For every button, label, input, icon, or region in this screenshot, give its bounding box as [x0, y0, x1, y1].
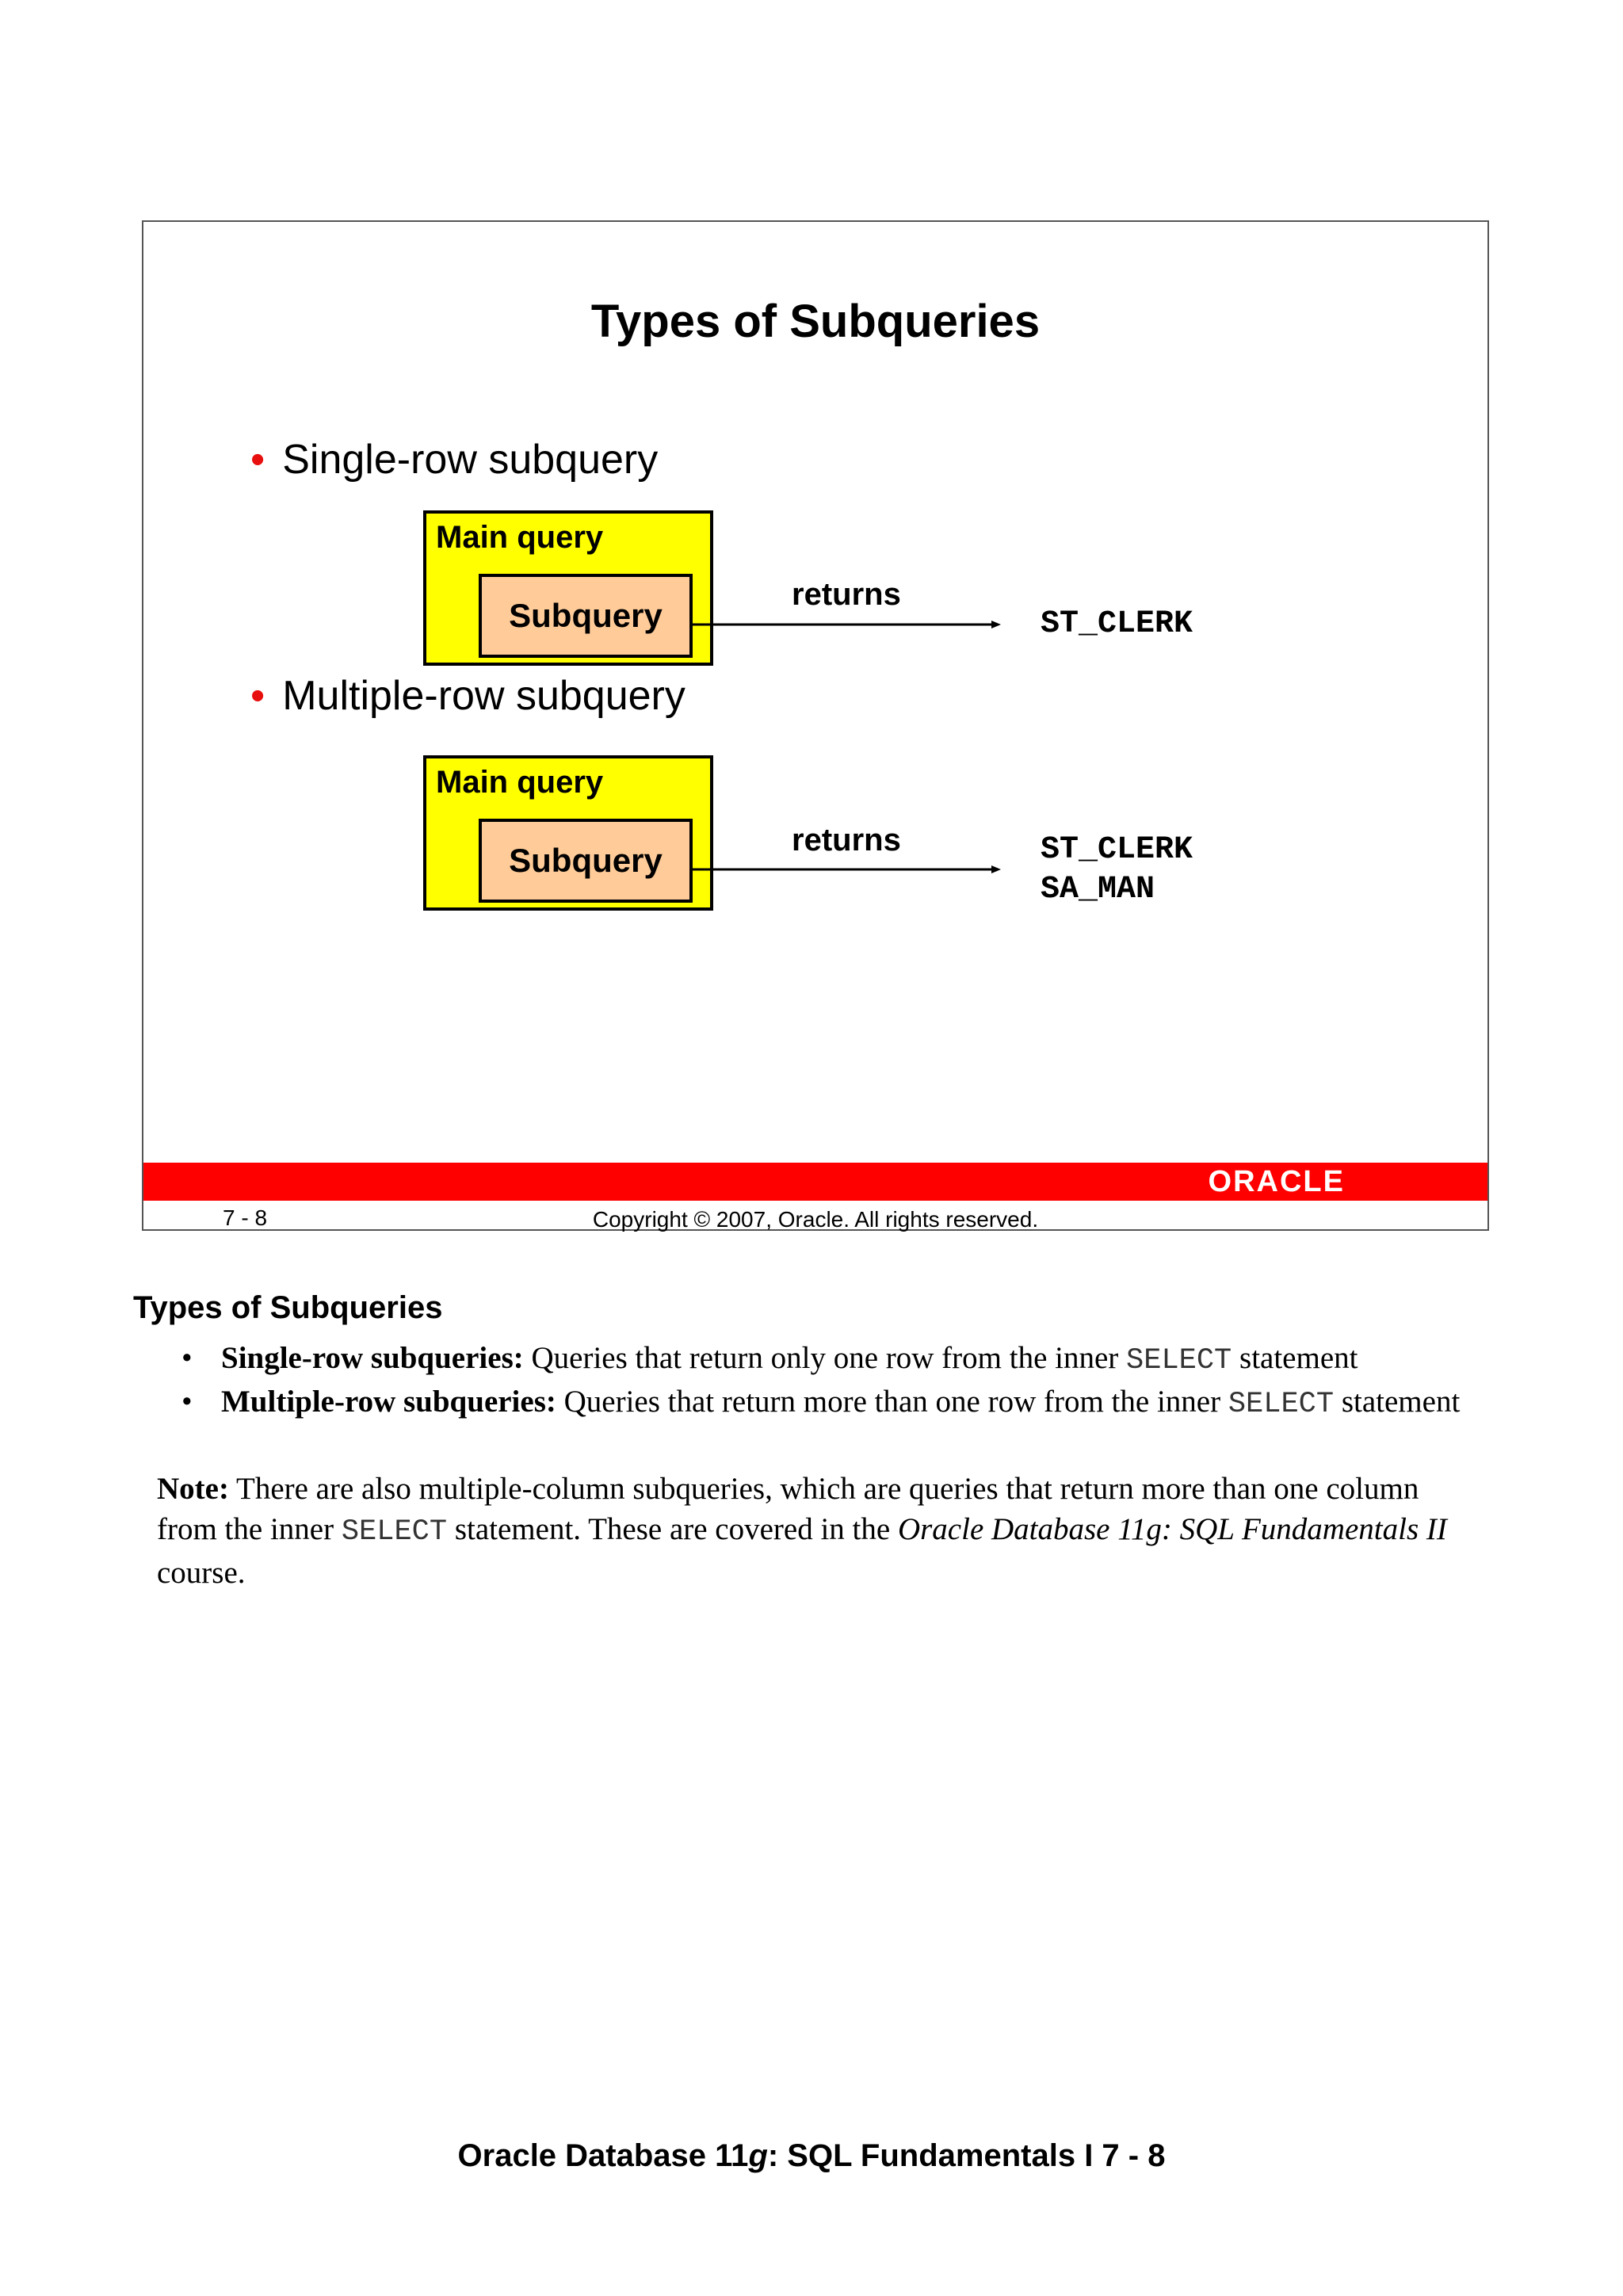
oracle-red-bar: [143, 1163, 1487, 1201]
returns-label-multiple: returns: [792, 823, 901, 858]
slide-title: Types of Subqueries: [590, 296, 1041, 347]
bullet-single-row: [250, 436, 658, 483]
note-label: Note:: [157, 1472, 229, 1506]
bullet-dot: •: [250, 437, 265, 483]
note-text: There are also multiple-column subqueries, which are queries that return more than one column from the inner: [157, 1472, 1419, 1546]
footer-suffix: : SQL Fundamentals I 7 - 8: [767, 2138, 1166, 2173]
copyright: Copyright © 2007, Oracle. All rights reserved.: [592, 1207, 1039, 1232]
notes-list: [181, 1338, 1481, 1425]
bullet-dot: •: [181, 1385, 193, 1419]
description-end: statement: [1232, 1341, 1358, 1375]
code-select: SELECT: [341, 1515, 448, 1549]
footer-prefix: Oracle Database 11: [457, 2138, 749, 2173]
bullet-multiple-row-label: Multiple-row subquery: [282, 673, 685, 719]
bullet-multiple-row: [250, 672, 685, 720]
subquery-label: Subquery: [509, 597, 663, 634]
returns-arrow-multiple: [690, 863, 1007, 876]
description: Queries that return more than one row from the inner: [556, 1385, 1228, 1419]
footer-g: g: [748, 2138, 768, 2173]
returns-label-single: returns: [792, 577, 901, 612]
list-item: [181, 1338, 1481, 1381]
term: Single-row subqueries:: [221, 1341, 524, 1375]
note-text: statement. These are covered in the: [447, 1512, 898, 1546]
subquery-label: Subquery: [509, 842, 663, 879]
subquery-box-single: [479, 574, 693, 658]
code-select: SELECT: [1126, 1344, 1232, 1377]
main-query-box-single: [423, 510, 713, 666]
bullet-dot: •: [250, 673, 265, 719]
main-query-label: Main query: [436, 765, 604, 800]
list-item: [181, 1381, 1481, 1425]
description-end: statement: [1334, 1385, 1461, 1419]
code-select: SELECT: [1228, 1388, 1335, 1421]
main-query-box-multiple: [423, 755, 713, 911]
description: Queries that return only one row from the inner: [523, 1341, 1127, 1375]
bullet-dot: •: [181, 1341, 193, 1375]
term: Multiple-row subqueries:: [221, 1385, 556, 1419]
slide-number: 7 - 8: [223, 1205, 268, 1230]
note-paragraph: [157, 1469, 1472, 1593]
result-single: [1041, 605, 1193, 644]
page-footer: [0, 2138, 1623, 2174]
subquery-box-multiple: [479, 819, 693, 903]
result-value: SA_MAN: [1041, 872, 1155, 907]
slide: [142, 220, 1489, 1231]
oracle-logo: ORACLE: [1208, 1165, 1345, 1198]
main-query-label: Main query: [436, 520, 604, 555]
result-value: ST_CLERK: [1041, 832, 1193, 868]
notes-heading: Types of Subqueries: [133, 1290, 443, 1325]
result-multiple: [1041, 831, 1193, 910]
returns-arrow-single: [690, 618, 1007, 631]
result-value: ST_CLERK: [1041, 606, 1193, 642]
bullet-single-row-label: Single-row subquery: [282, 437, 659, 483]
course-title: Oracle Database 11g: SQL Fundamentals II: [897, 1512, 1447, 1546]
note-text: course.: [157, 1556, 246, 1590]
